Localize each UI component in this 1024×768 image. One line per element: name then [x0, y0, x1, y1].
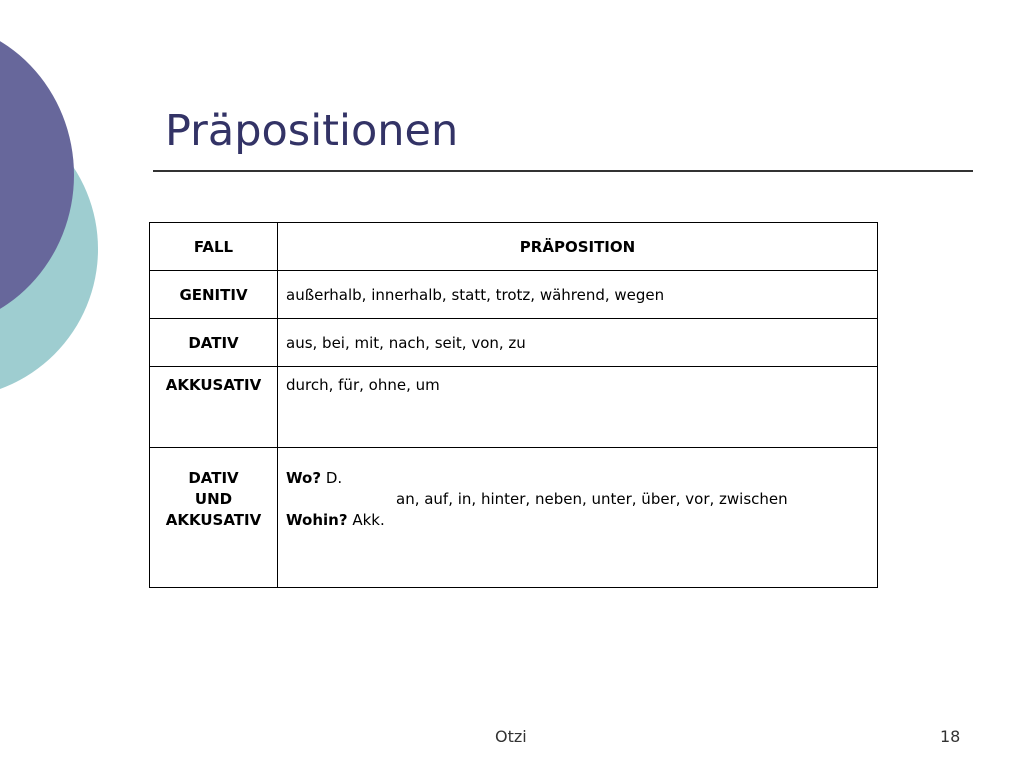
- wohin-label: Wohin?: [286, 511, 348, 529]
- wohin-line: [286, 510, 869, 531]
- prepositions-cell: durch, für, ohne, um: [278, 367, 878, 448]
- table-header-row: [150, 223, 878, 271]
- wo-line: [286, 468, 869, 489]
- prepositions-cell-mixed: [278, 448, 878, 588]
- prepositions-cell: außerhalb, innerhalb, statt, trotz, während, wegen: [278, 271, 878, 319]
- table-row-mixed: [150, 448, 878, 588]
- footer-text: Otzi: [495, 727, 527, 746]
- prepositions-table: [149, 222, 878, 588]
- case-line: UND: [194, 490, 233, 508]
- table-row: [150, 319, 878, 367]
- mixed-prepositions: an, auf, in, hinter, neben, unter, über, vor, zwischen: [396, 490, 788, 508]
- table-row: [150, 367, 878, 448]
- case-cell: GENITIV: [150, 271, 278, 319]
- page-number: 18: [940, 727, 961, 746]
- case-line: AKKUSATIV: [165, 511, 262, 529]
- title-divider: [153, 170, 973, 172]
- prepositions-cell: aus, bei, mit, nach, seit, von, zu: [278, 319, 878, 367]
- wo-label: Wo?: [286, 469, 322, 487]
- case-cell: AKKUSATIV: [150, 367, 278, 448]
- wo-case: D.: [325, 469, 343, 487]
- header-fall: FALL: [150, 223, 278, 271]
- header-praeposition: PRÄPOSITION: [278, 223, 878, 271]
- case-cell-mixed: [150, 448, 278, 588]
- case-cell: DATIV: [150, 319, 278, 367]
- table-row: [150, 271, 878, 319]
- case-line: DATIV: [188, 469, 239, 487]
- wohin-case: Akk.: [352, 511, 385, 529]
- slide-title: Präpositionen: [165, 106, 459, 156]
